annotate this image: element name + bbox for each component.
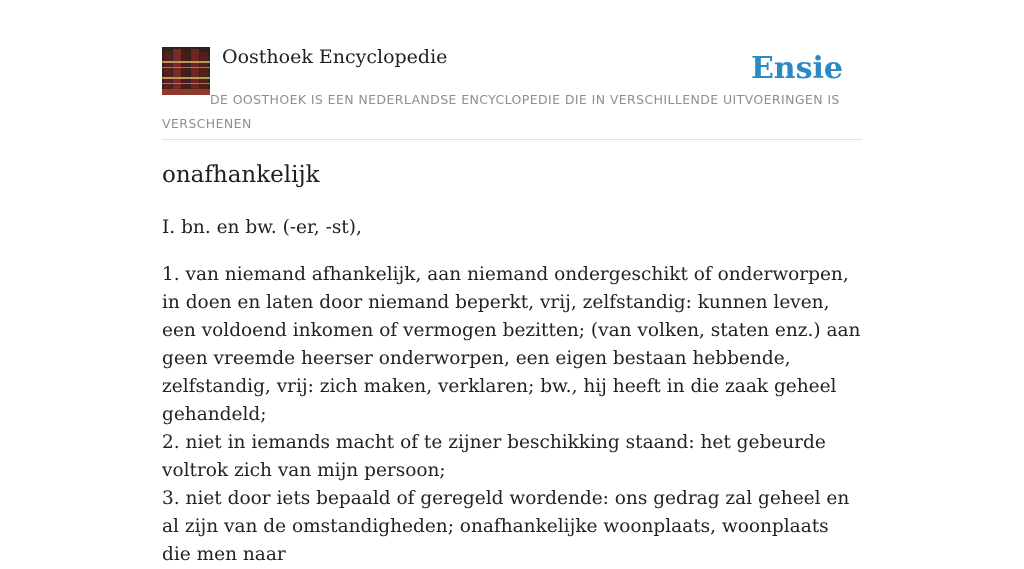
site-tagline: DE OOSTHOEK IS EEN NEDERLANDSE ENCYCLOPEDIE DIE IN VERSCHILLENDE UITVOERINGEN IS VERSCHENEN [162, 92, 840, 131]
definition-1: 1. van niemand afhankelijk, aan niemand ondergeschikt of onderworpen, in doen en laten door niemand beperkt, vrij, zelfstandig: kunnen leven, een voldoend inkomen of vermogen bezitten; (van volken, staten enz.) aan geen vreemde heerser onderworpen, een eigen bestaan hebbende, zelfstandig, vrij: zich maken, verklaren; bw., hij heeft in die zaak geheel gehandeld; [162, 264, 861, 425]
definition-2: 2. niet in iemands macht of te zijner beschikking staand: het gebeurde voltrok zich van mijn persoon; [162, 432, 826, 481]
header-divider [162, 139, 862, 140]
entry-grammar: I. bn. en bw. (-er, -st), [162, 217, 362, 238]
site-name[interactable]: Oosthoek Encyclopedie [222, 46, 448, 68]
entry-title: onafhankelijk [162, 162, 320, 188]
definition-3: 3. niet door iets bepaald of geregeld wordende: ons gedrag zal geheel en al zijn van de omstandigheden; onafhankelijke woonplaats, woonplaats die men naar [162, 488, 850, 565]
brand-logo[interactable]: Ensie [750, 51, 843, 86]
entry-content [162, 214, 862, 569]
